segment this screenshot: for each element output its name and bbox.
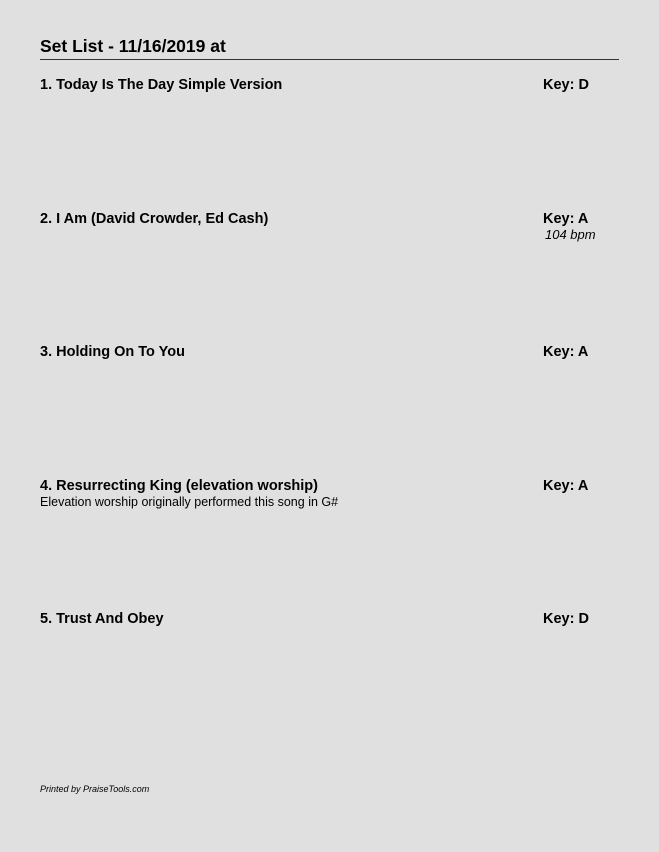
song-entry-5 (40, 610, 619, 730)
song-key: Key: D (543, 77, 589, 93)
song-title: 5. Trust And Obey (40, 611, 164, 627)
song-title: 3. Holding On To You (40, 344, 185, 360)
printed-by-footer: Printed by PraiseTools.com (40, 784, 150, 794)
song-key: Key: A (543, 344, 589, 360)
song-entry-3 (40, 343, 619, 463)
song-note: Elevation worship originally performed this song in G# (40, 495, 339, 509)
song-title: 1. Today Is The Day Simple Version (40, 77, 283, 93)
song-entry-1 (40, 76, 619, 196)
song-key: Key: A (543, 211, 589, 227)
title-divider (40, 59, 619, 60)
song-key: Key: D (543, 611, 589, 627)
song-title: 2. I Am (David Crowder, Ed Cash) (40, 211, 269, 227)
song-entry-2 (40, 210, 619, 330)
song-tempo: 104 bpm (545, 227, 596, 242)
song-title: 4. Resurrecting King (elevation worship) (40, 478, 318, 494)
song-key: Key: A (543, 478, 589, 494)
song-entry-4 (40, 477, 619, 597)
page-title: Set List - 11/16/2019 at (40, 36, 226, 56)
